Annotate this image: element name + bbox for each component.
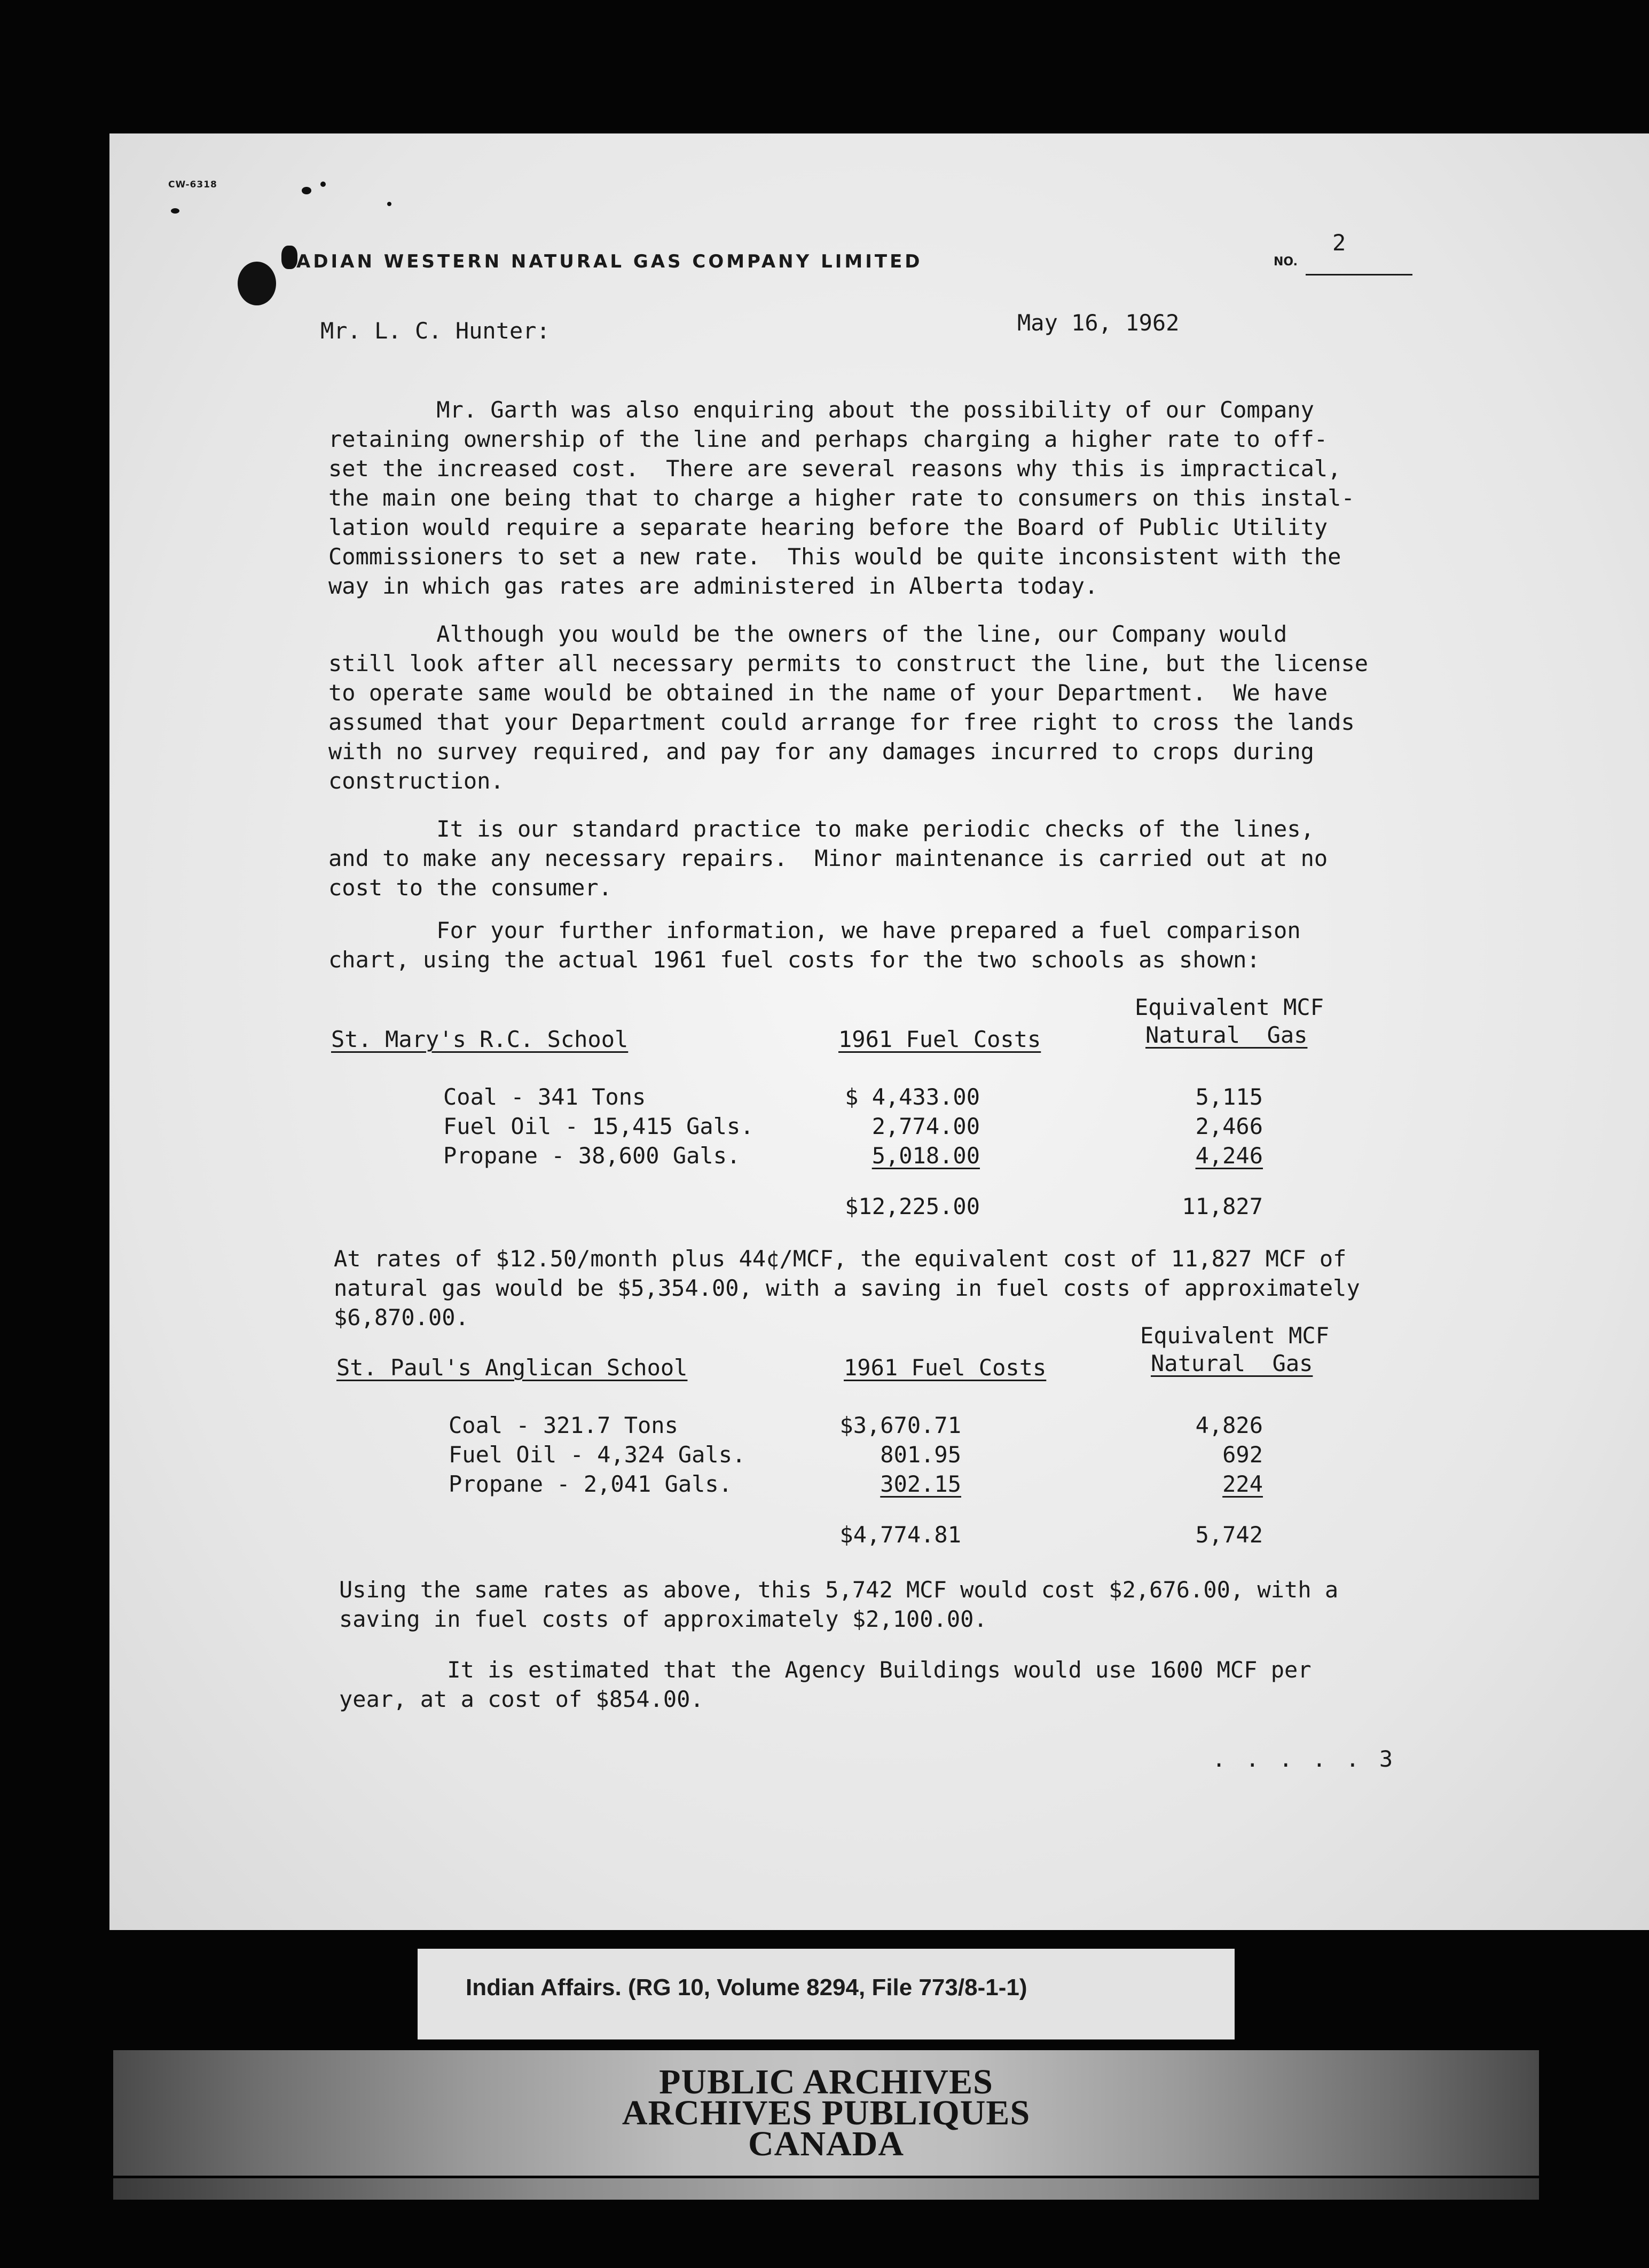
ink-blot <box>281 246 297 269</box>
st-pauls-cost-fuel-oil: 801.95 <box>880 1442 961 1468</box>
st-pauls-title: St. Paul's Anglican School <box>336 1354 688 1381</box>
st-pauls-item-propane: Propane - 2,041 Gals. <box>449 1471 733 1497</box>
st-pauls-mcf-fuel-oil: 692 <box>1222 1442 1263 1468</box>
paragraph-comparison-intro: For your further information, we have prepared a fuel comparison chart, using the actual 1961 fuel costs for the two schools as shown: <box>328 917 1301 973</box>
ink-speck <box>387 202 391 206</box>
letter-page <box>109 133 1649 1930</box>
company-letterhead: ADIAN WESTERN NATURAL GAS COMPANY LIMITED <box>296 251 923 272</box>
paragraph-maintenance: It is our standard practice to make periodic checks of the lines, and to make any necessary repairs. Minor maintenance is carried out at no cost to the consumer. <box>328 816 1328 901</box>
st-marys-cost-header: 1961 Fuel Costs <box>838 1026 1041 1052</box>
st-pauls-mcf-header-2: Natural Gas <box>1151 1350 1313 1376</box>
st-pauls-total-mcf: 5,742 <box>1195 1522 1263 1548</box>
st-marys-item-fuel-oil: Fuel Oil - 15,415 Gals. <box>443 1113 754 1139</box>
st-marys-item-propane: Propane - 38,600 Gals. <box>443 1143 741 1169</box>
st-marys-mcf-coal: 5,115 <box>1195 1084 1263 1110</box>
ink-speck <box>171 208 179 214</box>
ink-blot <box>238 262 276 305</box>
paragraph-permits: Although you would be the owners of the line, our Company would still look after all necessary permits to construct the line, but the license to operate same would be obtained in the name of your Department. We have assumed that your Department could arrange for free right to cross the lands with no survey required, and pay for any damages incurred to crops during construction. <box>328 621 1369 794</box>
continued-marker: . . . . . 3 <box>1212 1746 1396 1772</box>
st-marys-item-coal: Coal - 341 Tons <box>443 1084 646 1110</box>
st-marys-mcf-propane: 4,246 <box>1195 1143 1263 1169</box>
paragraph-ownership: Mr. Garth was also enquiring about the possibility of our Company retaining ownership of the line and perhaps charging a higher rate to off- set the increased cost. There are several reasons why this is impractical, the main one being that to charge a higher rate to consumers on this instal- lation would require a separate hearing before the Board of Public Utility Commissioners to set a new rate. This would be quite inconsistent with the way in which gas rates are administered in Alberta today. <box>328 397 1355 599</box>
archives-line-1: PUBLIC ARCHIVES <box>659 2062 993 2101</box>
film-edge-strip <box>113 2178 1539 2200</box>
paragraph-st-pauls-saving: Using the same rates as above, this 5,742 MCF would cost $2,676.00, with a saving in fuel costs of approximately $2,100.00. <box>339 1577 1339 1632</box>
st-marys-cost-coal: $ 4,433.00 <box>845 1084 980 1110</box>
st-marys-cost-propane: 5,018.00 <box>871 1143 980 1169</box>
page-number-line <box>1306 255 1412 275</box>
st-pauls-mcf-propane: 224 <box>1222 1471 1263 1497</box>
addressee: Mr. L. C. Hunter: <box>320 318 550 344</box>
st-pauls-item-coal: Coal - 321.7 Tons <box>449 1412 678 1438</box>
st-pauls-cost-header: 1961 Fuel Costs <box>844 1354 1047 1381</box>
page-number-label: NO. <box>1274 255 1298 269</box>
page-number: 2 <box>1332 230 1346 256</box>
form-code: CW-6318 <box>168 179 217 190</box>
archives-line-3: CANADA <box>748 2124 904 2163</box>
st-marys-mcf-fuel-oil: 2,466 <box>1195 1113 1263 1139</box>
st-marys-mcf-header-2: Natural Gas <box>1145 1022 1308 1048</box>
st-marys-mcf-header-1: Equivalent MCF <box>1135 994 1324 1020</box>
paragraph-agency-buildings: It is estimated that the Agency Buildings would use 1600 MCF per year, at a cost of $854.00. <box>339 1657 1312 1712</box>
archive-reference-label <box>418 1949 1235 2039</box>
archives-line-2: ARCHIVES PUBLIQUES <box>622 2093 1031 2132</box>
st-pauls-cost-propane: 302.15 <box>880 1471 961 1497</box>
st-marys-total-mcf: 11,827 <box>1182 1193 1263 1219</box>
st-pauls-cost-coal: $3,670.71 <box>839 1412 961 1438</box>
ink-speck <box>320 182 326 187</box>
letter-date: May 16, 1962 <box>1017 310 1180 336</box>
st-pauls-mcf-header-1: Equivalent MCF <box>1140 1322 1330 1349</box>
ink-speck <box>302 187 311 194</box>
paragraph-st-marys-saving: At rates of $12.50/month plus 44¢/MCF, the equivalent cost of 11,827 MCF of natural gas would be $5,354.00, with a saving in fuel costs of approximately $6,870.00. <box>334 1246 1360 1330</box>
st-marys-title: St. Mary's R.C. School <box>331 1026 629 1052</box>
st-marys-total-cost: $12,225.00 <box>845 1193 980 1219</box>
st-pauls-mcf-coal: 4,826 <box>1195 1412 1263 1438</box>
archive-reference-text: Indian Affairs. (RG 10, Volume 8294, File 773/8-1-1) <box>466 1974 1027 2001</box>
st-pauls-item-fuel-oil: Fuel Oil - 4,324 Gals. <box>449 1442 746 1468</box>
st-marys-cost-fuel-oil: 2,774.00 <box>871 1113 980 1139</box>
public-archives-stamp <box>113 2050 1539 2176</box>
st-pauls-total-cost: $4,774.81 <box>839 1522 961 1548</box>
